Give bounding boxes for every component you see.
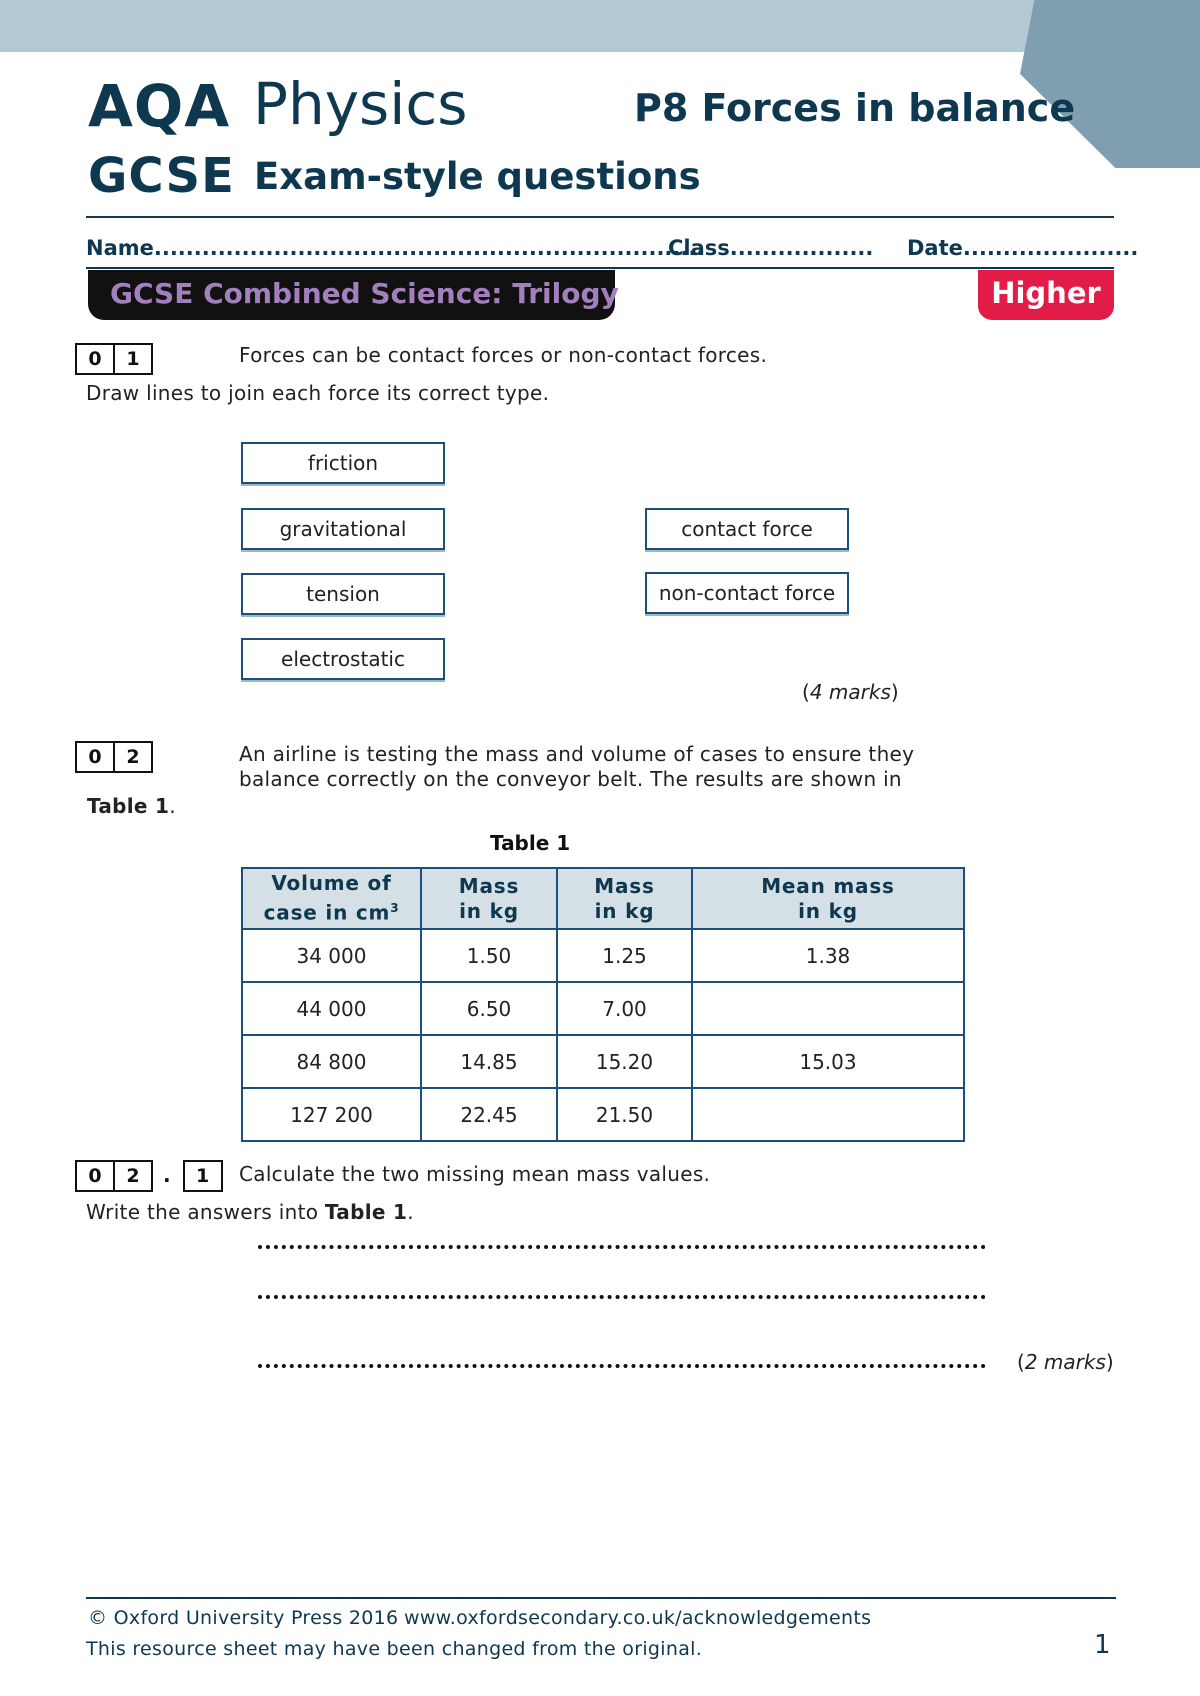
table-cell: 1.50 <box>421 929 557 982</box>
corner-decoration <box>1020 0 1200 168</box>
question-digit: 0 <box>75 741 115 773</box>
marks-value: 4 marks <box>809 680 891 704</box>
table-cell-mean-blank[interactable] <box>692 1088 964 1141</box>
page-number: 1 <box>1094 1630 1111 1660</box>
table-header-row <box>242 868 964 929</box>
question-number-02 <box>75 741 151 773</box>
q1-instruction: Draw lines to join each force its correct type. <box>86 381 550 405</box>
table-cell: 15.20 <box>557 1035 692 1088</box>
question-number-02-1 <box>75 1160 221 1192</box>
q2-1-stem: Calculate the two missing mean mass values. <box>239 1162 711 1186</box>
q2-stem-line1: An airline is testing the mass and volume of cases to ensure they <box>239 742 915 766</box>
table-cell-mean: 15.03 <box>692 1035 964 1088</box>
class-field: Class.................. <box>668 236 874 260</box>
tier-badge <box>978 270 1114 320</box>
header-line: in kg <box>459 898 519 923</box>
question-number-01 <box>75 343 151 375</box>
question-dot: . <box>163 1163 171 1187</box>
top-band <box>0 0 1200 52</box>
header-line: in kg <box>798 898 858 923</box>
type-box-non-contact-force[interactable]: non-contact force <box>645 572 849 614</box>
marks-close: ) <box>1105 1350 1114 1374</box>
date-field: Date...................... <box>907 236 1139 260</box>
table-row <box>242 929 964 982</box>
instruction-text: Write the answers into <box>86 1200 325 1224</box>
type-box-contact-force[interactable]: contact force <box>645 508 849 550</box>
force-box-electrostatic[interactable]: electrostatic <box>241 638 445 680</box>
force-box-gravitational[interactable]: gravitational <box>241 508 445 550</box>
force-box-tension[interactable]: tension <box>241 573 445 615</box>
table-cell: 44 000 <box>242 982 421 1035</box>
footer-note: This resource sheet may have been changed from the original. <box>86 1638 703 1660</box>
question-digit: 0 <box>75 1160 115 1192</box>
footer-url[interactable]: www.oxfordsecondary.co.uk/acknowledgements <box>404 1607 872 1629</box>
marks-value: 2 marks <box>1024 1350 1106 1374</box>
column-header-mass-1 <box>421 868 557 929</box>
table-cell: 22.45 <box>421 1088 557 1141</box>
header-line: Volume of <box>271 871 392 896</box>
table-cell-mean: 1.38 <box>692 929 964 982</box>
instruction-tail: . <box>407 1200 414 1224</box>
table-cell: 127 200 <box>242 1088 421 1141</box>
document-title: P8 Forces in balance <box>634 86 1076 130</box>
logo-gcse: GCSE <box>88 148 235 204</box>
force-box-friction[interactable]: friction <box>241 442 445 484</box>
table-row <box>242 1088 964 1141</box>
document-subtitle: Exam-style questions <box>254 155 701 198</box>
q1-stem: Forces can be contact forces or non-contact forces. <box>239 343 768 367</box>
table-caption: Table 1 <box>490 831 571 855</box>
name-line-divider <box>86 267 1114 269</box>
question-digit: 0 <box>75 343 115 375</box>
table-cell: 7.00 <box>557 982 692 1035</box>
marks-open: ( <box>802 680 810 704</box>
q1-marks <box>802 680 899 704</box>
header-divider <box>86 216 1114 218</box>
q2-1-instruction <box>86 1200 414 1224</box>
instruction-bold: Table 1 <box>324 1200 408 1224</box>
column-header-mass-2 <box>557 868 692 929</box>
header-line: case in cm <box>263 900 391 925</box>
header-line: Mass <box>458 873 520 898</box>
course-banner <box>88 270 619 320</box>
tier-badge-text: Higher <box>991 276 1101 310</box>
course-banner-text: GCSE Combined Science: Trilogy <box>110 277 619 310</box>
q2-1-marks <box>1017 1350 1114 1374</box>
question-digit: 1 <box>113 343 153 375</box>
footer-copyright: © Oxford University Press 2016 <box>88 1607 399 1629</box>
answer-line[interactable] <box>258 1295 986 1299</box>
table-cell: 6.50 <box>421 982 557 1035</box>
table-cell: 14.85 <box>421 1035 557 1088</box>
table-row <box>242 1035 964 1088</box>
table-row <box>242 982 964 1035</box>
question-digit: 2 <box>113 1160 153 1192</box>
logo-aqa: AQA <box>88 72 231 140</box>
column-header-mean-mass <box>692 868 964 929</box>
results-table <box>241 867 965 1142</box>
table-ref-bold: Table 1 <box>87 794 170 818</box>
column-header-volume <box>242 868 421 929</box>
marks-close: ) <box>890 680 899 704</box>
name-field: Name..................................................................... <box>86 236 705 260</box>
marks-open: ( <box>1017 1350 1025 1374</box>
answer-line[interactable] <box>258 1245 986 1249</box>
table-cell: 84 800 <box>242 1035 421 1088</box>
question-digit: 1 <box>183 1160 223 1192</box>
header-line: Mass <box>594 873 655 898</box>
q2-stem-line2: balance correctly on the conveyor belt. The results are shown in <box>239 767 902 791</box>
table-cell: 1.25 <box>557 929 692 982</box>
header-line: Mean mass <box>761 873 895 898</box>
logo-physics: Physics <box>253 70 468 138</box>
question-digit: 2 <box>113 741 153 773</box>
q2-table-reference <box>87 794 176 818</box>
header-line: in kg <box>594 898 655 923</box>
header-superscript: 3 <box>390 901 400 916</box>
table-cell: 21.50 <box>557 1088 692 1141</box>
table-cell: 34 000 <box>242 929 421 982</box>
table-cell-mean-blank[interactable] <box>692 982 964 1035</box>
answer-line[interactable] <box>258 1364 986 1368</box>
table-ref-tail: . <box>169 794 176 818</box>
footer-divider <box>86 1597 1116 1599</box>
